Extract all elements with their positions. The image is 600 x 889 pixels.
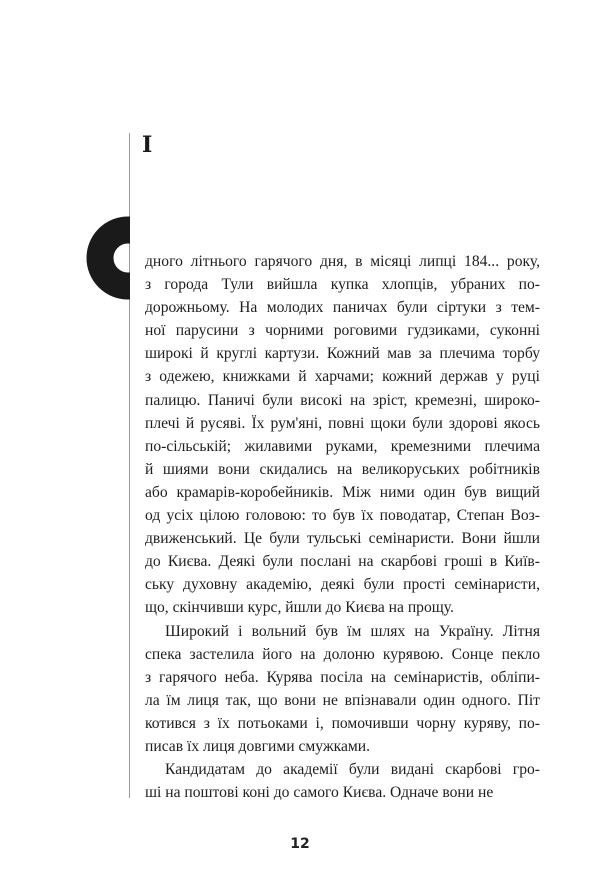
- body-text: [145, 250, 540, 804]
- text-line: до Києва. Деякі були послані на скарбові гроші в Київ-: [145, 553, 540, 571]
- text-line: широкі й круглі картузи. Кожний мав за плечима торбу: [145, 345, 540, 363]
- text-line: Кандидатам до академії були видані скарбові гро-: [165, 761, 540, 779]
- text-line: або крамарів-коробейників. Між ними один був вищий: [145, 483, 540, 501]
- text-line: ла їм лиця так, що вони не впізнавали один одного. Піт: [145, 691, 540, 709]
- page-number: 12: [290, 836, 310, 852]
- text-line: од усіх цілою головою: то був їх поводатар, Степан Воз-: [145, 507, 540, 525]
- text-line: ші на поштові коні до самого Києва. Одначе вони не: [145, 784, 494, 802]
- text-line: по-сільській; жилавими руками, кремезними плечима: [145, 437, 540, 455]
- text-line: з одежею, книжками й харчами; кожний держав у руці: [145, 368, 540, 386]
- text-line: дорожньому. На молодих паничах були сіртуки з тем-: [145, 299, 540, 317]
- text-line: ної парусини з чорними роговими гудзиками, суконні: [145, 322, 540, 340]
- drop-cap-letter: [80, 210, 130, 306]
- text-line: котився з їх потьоками і, помочивши чорну куряву, по-: [145, 714, 540, 732]
- text-line: з гарячого неба. Курява посіла на семінаристів, обліпи-: [145, 668, 540, 686]
- text-line: спека застелила його на долоню курявою. Сонце пекло: [145, 645, 540, 663]
- text-line: що, скінчивши курс, йшли до Києва на прощу.: [145, 599, 454, 617]
- text-line: дного літнього гарячого дня, в місяці липці 184... року,: [145, 253, 540, 270]
- text-line: Широкий і вольний був їм шлях на Україну. Літня: [165, 622, 540, 640]
- chapter-number: I: [142, 132, 153, 158]
- text-line: плечі й русяві. Їх рум'яні, повні щоки були здорові якось: [145, 414, 540, 432]
- text-line: писав їх лиця довгими смужками.: [145, 737, 371, 755]
- text-line: з города Тули вийшла купка хлопців, убраних по-: [145, 276, 540, 294]
- text-line: движенський. Це були тульські семінаристи. Вони йшли: [145, 530, 540, 548]
- text-line: ську духовну академію, деякі були прості семінаристи,: [145, 576, 540, 594]
- text-line: й шиями вони скидались на великоруських робітників: [145, 460, 540, 478]
- text-line: палицю. Паничі були високі на зріст, кремезні, широко-: [145, 391, 540, 409]
